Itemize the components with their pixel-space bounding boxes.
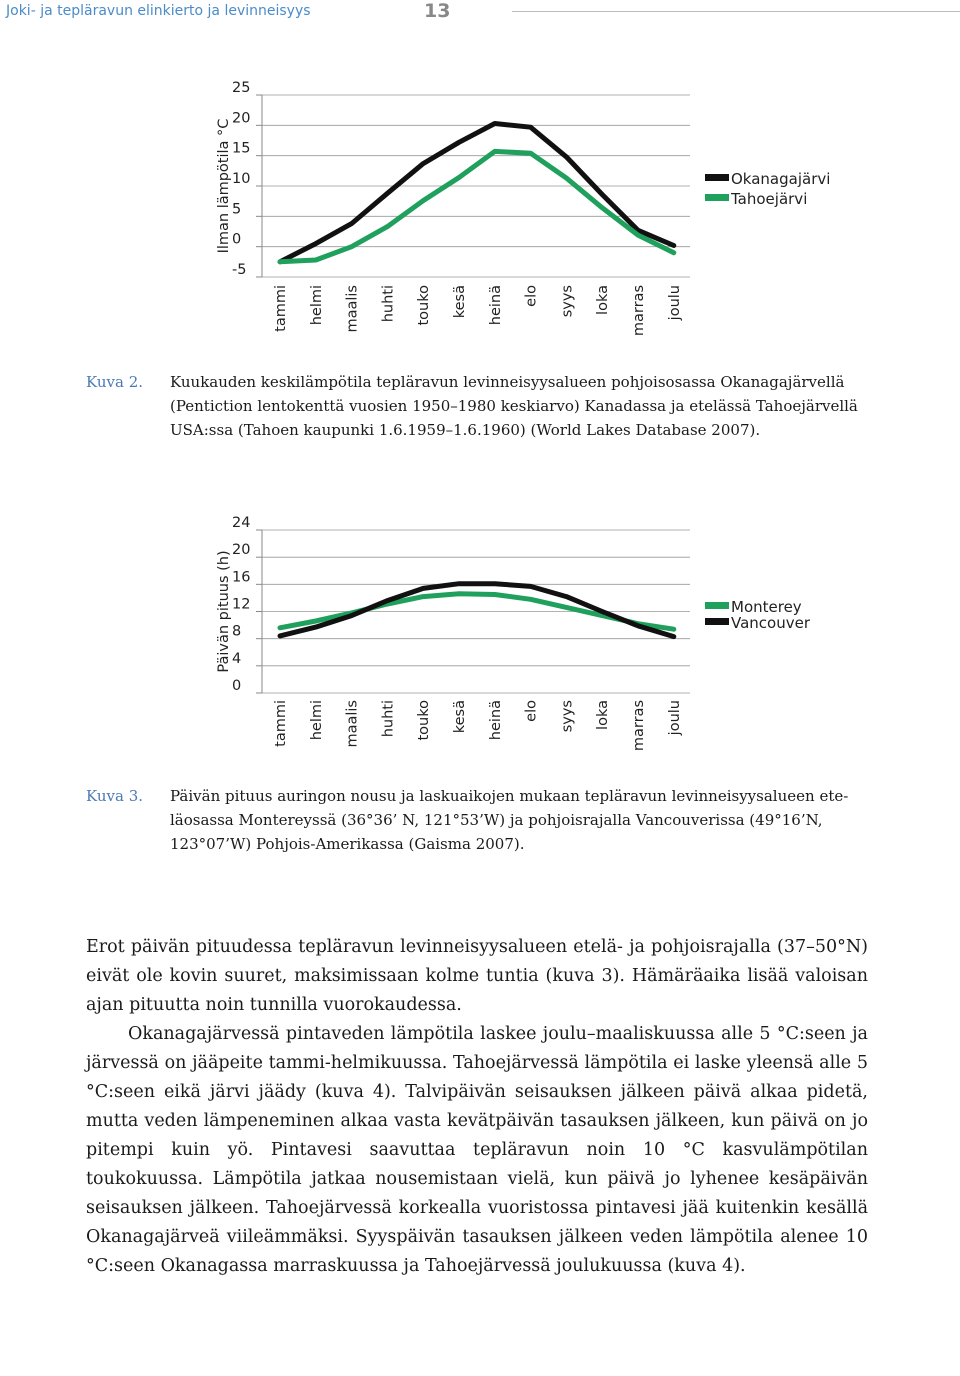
y-tick-label: -5 bbox=[232, 262, 247, 278]
figure-3-label: Kuva 3. bbox=[86, 787, 144, 805]
legend-swatch bbox=[705, 602, 729, 609]
temperature-chart bbox=[0, 0, 960, 345]
daylength-chart bbox=[0, 500, 960, 780]
x-tick-label: joulu bbox=[666, 700, 683, 736]
running-title: Joki- ja tepläravun elinkierto ja levinneisyys bbox=[6, 3, 311, 19]
x-tick-label: loka bbox=[595, 285, 612, 315]
y-axis-label: Päivän pituus (h) bbox=[216, 550, 232, 673]
x-tick-label: huhti bbox=[380, 700, 397, 738]
series-line bbox=[280, 124, 674, 262]
figure-3-caption bbox=[86, 784, 886, 858]
x-tick-label: elo bbox=[523, 700, 540, 722]
legend-swatch bbox=[705, 174, 729, 181]
figure-3-caption-line: 123°07’W) Pohjois-Amerikassa (Gaisma 2007). bbox=[170, 835, 525, 853]
x-tick-label: heinä bbox=[487, 700, 504, 741]
body-text bbox=[86, 933, 868, 1281]
page-number: 13 bbox=[424, 0, 451, 22]
y-tick-label: 24 bbox=[232, 515, 251, 531]
x-tick-label: heinä bbox=[487, 285, 504, 326]
x-tick-label: syys bbox=[559, 285, 576, 318]
x-tick-label: loka bbox=[595, 700, 612, 730]
paragraph: Erot päivän pituudessa tepläravun levinneisyysalueen etelä- ja pohjoisrajalla (37–50°N) eivät ole kovin suuret, maksimissaan kolme tuntia (kuva 3). Hämäräaika lisää valoisan ajan pituutta noin tunnilla vuorokaudessa. bbox=[86, 937, 868, 1015]
x-tick-label: huhti bbox=[380, 285, 397, 323]
x-tick-label: kesä bbox=[452, 700, 468, 734]
x-tick-label: joulu bbox=[666, 285, 683, 321]
paragraph: Okanagajärvessä pintaveden lämpötila laskee joulu–maaliskuussa alle 5 °C:seen ja järvessä on jääpeite tammi-helmikuussa. Tahoejärvessä lämpötila ei laske yleensä alle 5 °C:seen eikä järvi jäädy (kuva 4). Talvipäivän seisauksen jälkeen päivä alkaa pidetä, mutta veden lämpeneminen alkaa vasta kevätpäivän tasauksen jälkeen, kun päivä on jo pitempi kuin yö. Pintavesi saavuttaa tepläravun noin 10 °C kasvulämpötilan toukokuussa. Lämpötila jatkaa nousemistaan vielä, kun päivä jo lyhenee kesäpäivän seisauksen jälkeen. Tahoejärvessä korkealla vuoristossa pintavesi jää kuitenkin kesällä Okanagajärveä viileämmäksi. Syyspäivän tasauksen jälkeen veden lämpötila alenee 10 °C:seen Okanagassa marraskuussa ja Tahoejärvessä joulukuussa (kuva 4). bbox=[86, 1024, 868, 1276]
y-tick-label: 25 bbox=[232, 80, 251, 96]
figure-2-caption bbox=[86, 370, 886, 444]
y-tick-label: 5 bbox=[232, 201, 242, 218]
legend-swatch bbox=[705, 194, 729, 201]
legend-entry: Okanagajärvi bbox=[731, 170, 831, 188]
x-tick-label: marras bbox=[631, 285, 647, 337]
x-tick-label: tammi bbox=[273, 700, 289, 747]
figure-2-caption-line: (Pentiction lentokenttä vuosien 1950–1980 keskiarvo) Kanadassa ja etelässä Tahoejärvellä bbox=[170, 397, 858, 415]
figure-2-caption-line: USA:ssa (Tahoen kaupunki 1.6.1959–1.6.1960) (World Lakes Database 2007). bbox=[170, 421, 761, 439]
x-tick-label: touko bbox=[416, 285, 433, 326]
legend-entry: Vancouver bbox=[731, 614, 810, 632]
x-tick-label: syys bbox=[559, 700, 576, 733]
legend-entry: Monterey bbox=[731, 598, 802, 616]
figure-3-caption-line: läosassa Montereyssä (36°36’ N, 121°53’W) ja pohjoisrajalla Vancouverissa (49°16’N, bbox=[170, 811, 823, 829]
x-tick-label: helmi bbox=[308, 285, 325, 326]
x-tick-label: kesä bbox=[452, 285, 468, 319]
legend-entry: Tahoejärvi bbox=[731, 190, 808, 208]
y-tick-label: 0 bbox=[232, 231, 242, 248]
y-tick-label: 12 bbox=[232, 596, 251, 613]
series-line bbox=[280, 584, 674, 637]
y-tick-label: 16 bbox=[232, 569, 251, 586]
y-tick-label: 0 bbox=[232, 678, 242, 694]
x-tick-label: maalis bbox=[344, 700, 361, 748]
y-tick-label: 20 bbox=[232, 110, 251, 127]
y-axis-label: Ilman lämpötila °C bbox=[216, 118, 232, 254]
figure-2-caption-line: Kuukauden keskilämpötila tepläravun levinneisyysalueen pohjoisosassa Okanagajärvellä bbox=[170, 373, 845, 391]
x-tick-label: elo bbox=[523, 285, 540, 307]
y-tick-label: 4 bbox=[232, 650, 242, 667]
y-tick-label: 20 bbox=[232, 542, 251, 559]
x-tick-label: touko bbox=[416, 700, 433, 741]
y-tick-label: 10 bbox=[232, 171, 251, 187]
legend-swatch bbox=[705, 618, 729, 625]
x-tick-label: maalis bbox=[344, 285, 361, 333]
figure-3-caption-line: Päivän pituus auringon nousu ja laskuaikojen mukaan tepläravun levinneisyysalueen ete- bbox=[170, 787, 849, 805]
y-tick-label: 8 bbox=[232, 623, 242, 640]
figure-2-label: Kuva 2. bbox=[86, 373, 144, 391]
x-tick-label: marras bbox=[631, 700, 647, 752]
x-tick-label: tammi bbox=[273, 285, 289, 332]
x-tick-label: helmi bbox=[308, 700, 325, 741]
y-tick-label: 15 bbox=[232, 140, 251, 157]
